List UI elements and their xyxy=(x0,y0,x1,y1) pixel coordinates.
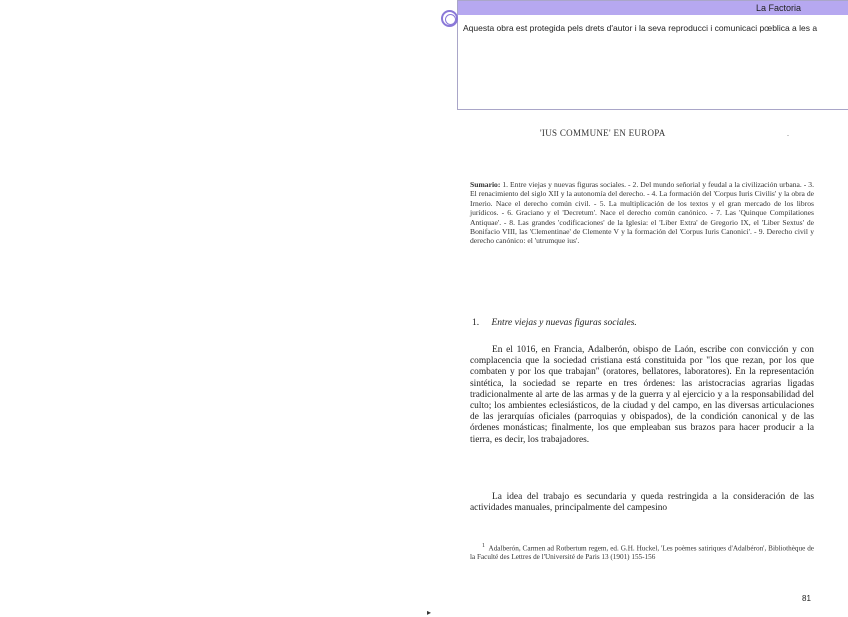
chapter-title: 'IUS COMMUNE' EN EUROPA xyxy=(540,128,666,138)
summary-label: Sumario: xyxy=(470,180,501,189)
section-heading xyxy=(472,318,637,328)
notice-header: La Factoria xyxy=(458,1,848,15)
section-title: Entre viejas y nuevas figuras sociales. xyxy=(491,318,637,328)
footnote xyxy=(470,542,814,562)
annotation-comment-icon[interactable] xyxy=(441,10,458,27)
body-paragraph: La idea del trabajo es secundaria y queda restringida a la consideración de las actividades manuales, principalmente del campesino xyxy=(470,492,814,514)
footnote-text: Adalberón, Carmen ad Rotbertum regem, ed. G.H. Huckel, 'Les poèmes satiriques d'Adalbéron', Bibliothèque de la Faculté des Lettres de l'Université de Paris 13 (1901) 155-156 xyxy=(470,544,814,562)
copyright-notice-panel xyxy=(457,0,848,110)
footnote-marker: 1 xyxy=(482,543,485,549)
summary-text: 1. Entre viejas y nuevas figuras sociales. - 2. Del mundo señorial y feudal a la civilización urbana. - 3. El renacimiento del siglo XII y la autonomía del derecho. - 4. La formación del 'Corpus Iuris Civilis' y la obra de Irnerio. Nace el derecho común civil. - 5. La multiplicación de los textos y el gran mercado de los libros jurídicos. - 6. Graciano y el 'Decretum'. Nace el derecho común canónico. - 7. Las 'Quinque Compilationes Antiquae'. - 8. Las grandes 'codificaciones' de la Iglesia: el 'Liber Extra' de Gregorio IX, el 'Liber Sextus' de Bonifacio VIII, las 'Clementinae' de Clemente V y la formación del 'Corpus Iuris Canonici'. - 9. Derecho civil y derecho canónico: el 'utrumque ius'. xyxy=(470,180,814,246)
corner-mark: . xyxy=(787,129,789,138)
section-number: 1. xyxy=(472,318,480,328)
body-paragraph: En el 1016, en Francia, Adalberón, obispo de Laón, escribe con convicción y con complacencia que la sociedad cristiana está constituida por "los que rezan, por los que combaten y por los que trabajan" (oratores, bellatores, laboratores). En la representación sintética, la sociedad se reparte en tres órdenes: las aristocracias agrarias ligadas tradicionalmente al arte de las armas y de la guerra y al ejercicio y a la responsabilidad del culto; los ambientes eclesiásticos, de la ciudad y del campo, en las diversas articulaciones de las jerarquías oficiales (parroquias y obispados), de la condición canonical y de las órdenes monásticas; finalmente, los que empleaban sus brazos para hacer producir a la tierra, es decir, los trabajadores. xyxy=(470,345,814,445)
notice-text: Aquesta obra est protegida pels drets d'autor i la seva reproducci i comunicaci pœblica a les a xyxy=(463,23,818,33)
chapter-summary xyxy=(470,180,814,246)
pointer-icon: ▸ xyxy=(427,608,432,617)
page-number: 81 xyxy=(802,594,811,603)
